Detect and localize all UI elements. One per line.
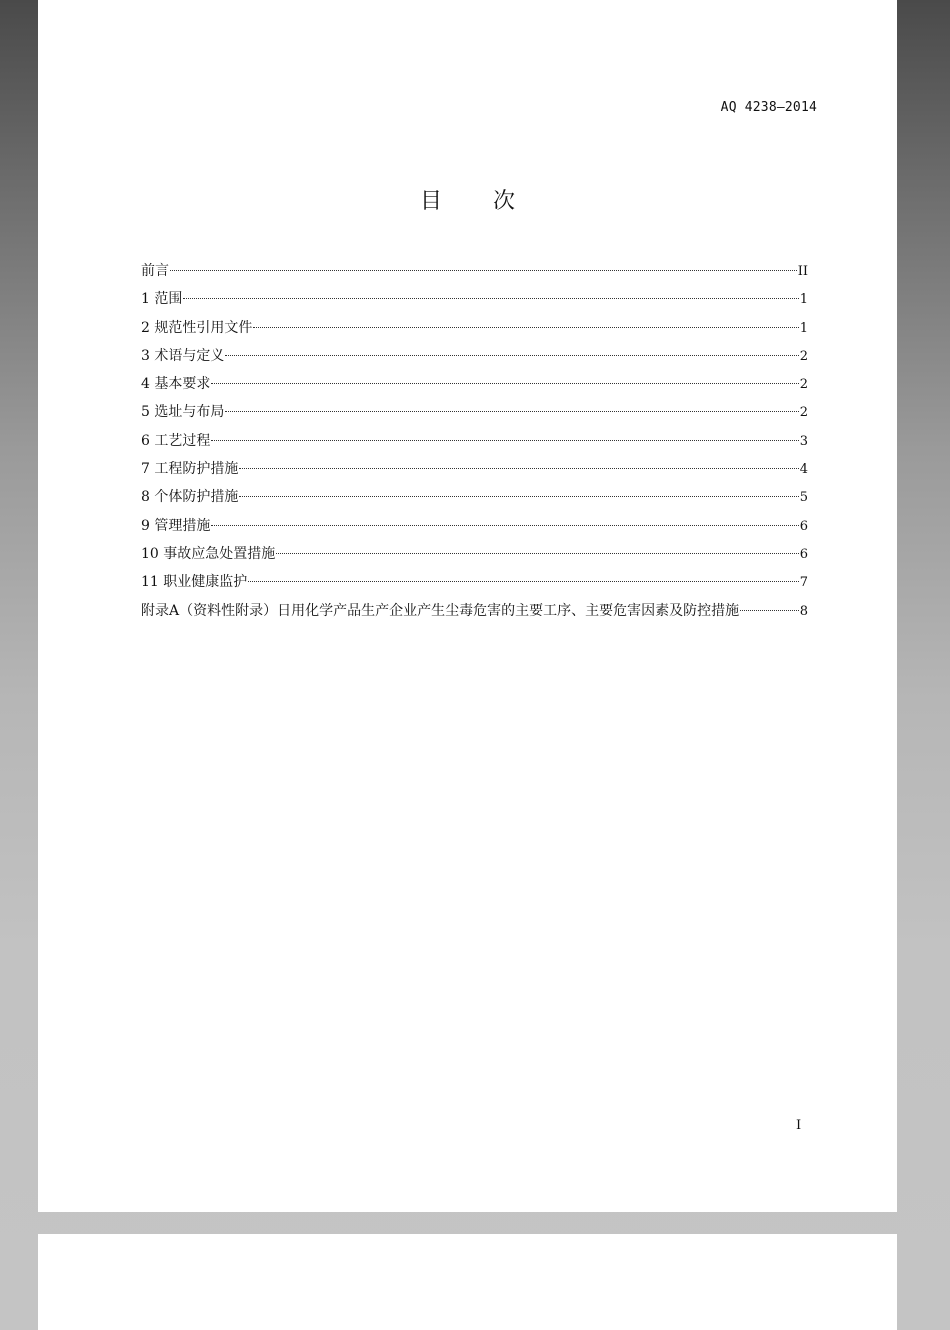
toc-entry-page: 3	[799, 433, 808, 449]
page-number: I	[796, 1118, 802, 1133]
toc-entry-engineering-protection[interactable]	[141, 459, 808, 487]
toc-leader-dots	[211, 383, 798, 384]
next-document-page	[38, 1234, 897, 1330]
toc-entry-label: 4 基本要求	[141, 376, 211, 393]
toc-entry-label: 11 职业健康监护	[141, 574, 248, 591]
toc-leader-dots	[253, 327, 798, 328]
toc-entry-page: 2	[799, 348, 808, 364]
toc-entry-page: 7	[799, 575, 808, 591]
document-code: AQ 4238—2014	[720, 100, 817, 115]
toc-entry-emergency-response[interactable]	[141, 544, 808, 572]
document-page	[38, 0, 897, 1212]
toc-entry-page: 5	[799, 490, 808, 506]
toc-entry-label: 3 术语与定义	[141, 347, 225, 364]
toc-leader-dots	[170, 270, 797, 271]
toc-leader-dots	[248, 581, 798, 582]
toc-leader-dots	[740, 610, 799, 611]
toc-entry-health-surveillance[interactable]	[141, 572, 808, 600]
toc-entry-page: II	[797, 264, 808, 279]
toc-entry-page: 8	[799, 603, 808, 619]
toc-leader-dots	[183, 298, 798, 299]
toc-entry-page: 6	[799, 518, 808, 534]
toc-entry-label: 5 选址与布局	[141, 404, 225, 421]
toc-entry-appendix-a[interactable]	[141, 601, 808, 629]
toc-entry-page: 4	[799, 462, 808, 478]
toc-entry-scope[interactable]	[141, 289, 808, 317]
toc-entry-page: 6	[799, 546, 808, 562]
toc-entry-management[interactable]	[141, 516, 808, 544]
toc-leader-dots	[225, 411, 798, 412]
toc-entry-page: 1	[799, 320, 808, 336]
toc-entry-process[interactable]	[141, 431, 808, 459]
toc-entry-page: 2	[799, 405, 808, 421]
toc-entry-page: 1	[799, 292, 808, 308]
toc-entry-label: 1 范围	[141, 291, 183, 308]
toc-entry-label: 6 工艺过程	[141, 432, 211, 449]
toc-leader-dots	[225, 355, 798, 356]
table-of-contents	[141, 261, 808, 629]
toc-entry-terms-definitions[interactable]	[141, 346, 808, 374]
toc-leader-dots	[239, 468, 798, 469]
toc-entry-site-layout[interactable]	[141, 402, 808, 430]
toc-title: 目 次	[420, 189, 537, 214]
toc-leader-dots	[211, 440, 798, 441]
toc-entry-label: 附录A（资料性附录）日用化学产品生产企业产生尘毒危害的主要工序、主要危害因素及防控措施	[141, 602, 740, 619]
toc-entry-label: 前言	[141, 263, 169, 279]
toc-entry-label: 10 事故应急处置措施	[141, 545, 276, 562]
toc-leader-dots	[276, 553, 798, 554]
toc-entry-page: 2	[799, 377, 808, 393]
toc-entry-normative-references[interactable]	[141, 318, 808, 346]
toc-entry-personal-protection[interactable]	[141, 487, 808, 515]
toc-entry-label: 9 管理措施	[141, 517, 211, 534]
toc-entry-label: 8 个体防护措施	[141, 489, 239, 506]
toc-entry-foreword[interactable]	[141, 261, 808, 289]
toc-leader-dots	[211, 525, 798, 526]
toc-leader-dots	[239, 496, 798, 497]
toc-entry-basic-requirements[interactable]	[141, 374, 808, 402]
toc-entry-label: 7 工程防护措施	[141, 461, 239, 478]
toc-entry-label: 2 规范性引用文件	[141, 319, 253, 336]
